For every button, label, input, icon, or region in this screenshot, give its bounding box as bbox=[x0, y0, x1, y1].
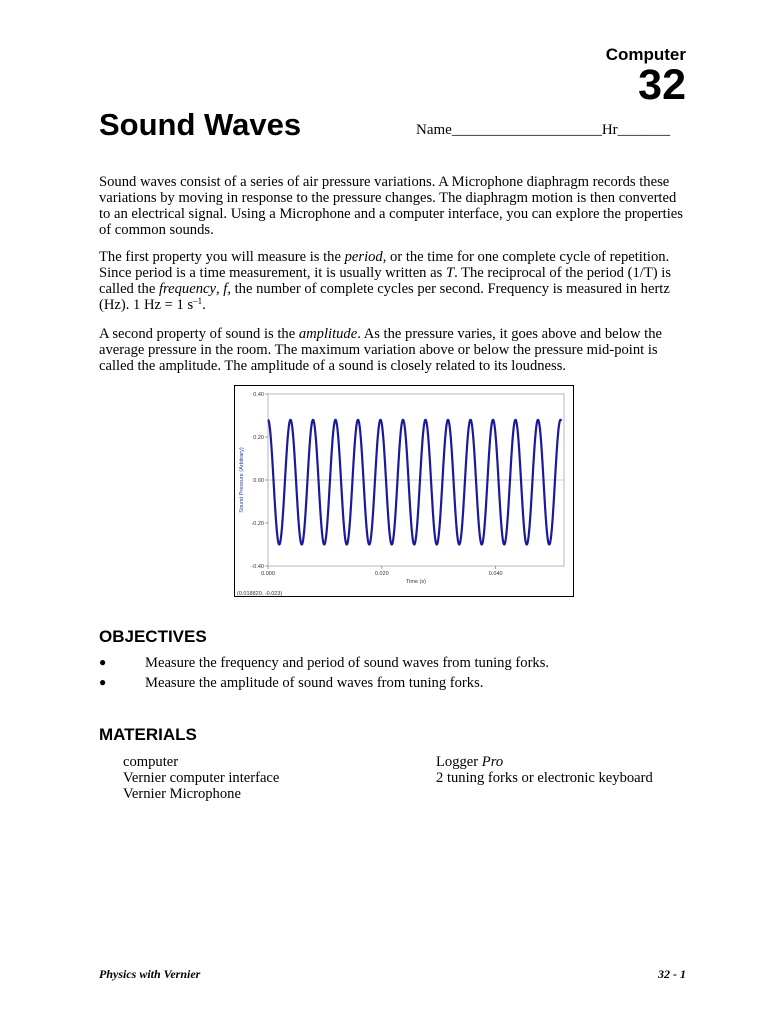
name-hour-line: Name____________________Hr_______ bbox=[416, 122, 671, 138]
y-tick-label: 0.00 bbox=[253, 478, 264, 484]
material-item: Vernier Microphone bbox=[123, 786, 241, 802]
y-axis-label: Sound Pressure (Arbitrary) bbox=[239, 447, 245, 513]
bullet-icon: ● bbox=[99, 675, 107, 689]
y-tick-label: 0.40 bbox=[253, 392, 264, 398]
x-tick-label: 0.040 bbox=[488, 571, 503, 577]
y-tick-label: -0.40 bbox=[251, 564, 264, 570]
sound-wave-chart bbox=[235, 386, 575, 598]
term-amplitude: amplitude bbox=[298, 326, 358, 342]
footer-book-title: Physics with Vernier bbox=[99, 967, 201, 981]
x-axis-label: Time (s) bbox=[406, 579, 426, 585]
footer-page-number: 32 - 1 bbox=[658, 967, 686, 981]
materials-heading: MATERIALS bbox=[99, 725, 197, 744]
material-item: computer bbox=[123, 754, 179, 770]
term-frequency: frequency bbox=[158, 281, 216, 297]
materials-left-column bbox=[123, 754, 279, 802]
x-tick-label: 0.000 bbox=[261, 571, 275, 577]
lab-number: 32 bbox=[638, 61, 686, 109]
term-f: f bbox=[223, 281, 228, 297]
coordinate-readout: (0.018820, -0.023) bbox=[237, 591, 283, 597]
sound-wave-series bbox=[268, 420, 561, 545]
materials-right-column bbox=[436, 754, 653, 786]
exponent: –1 bbox=[193, 296, 203, 306]
material-item: Logger Pro bbox=[436, 754, 504, 770]
page-title: Sound Waves bbox=[99, 107, 302, 142]
term-T: T bbox=[445, 265, 455, 281]
intro-paragraph-3: A second property of sound is the amplitude. As the pressure varies, it goes above and below the average pressure in the room. The maximum variation above or below the pressure mid-point is called the amplitude. The amplitude of a sound is closely related to its loudness. bbox=[99, 326, 662, 374]
term-period: period bbox=[344, 249, 383, 265]
y-tick-label: 0.20 bbox=[253, 435, 264, 441]
y-tick-label: -0.20 bbox=[251, 521, 264, 527]
intro-paragraph-2: The first property you will measure is the period, or the time for one complete cycle of repetition. Since period is a time measurement, it is usually written as T. The reciprocal of the period (1/T) is called the frequency, f, the number of complete cycles per second. Frequency is measured in hertz (Hz). 1 Hz = 1 $s^{-1}$. bbox=[99, 249, 671, 313]
x-tick-label: 0.020 bbox=[374, 571, 389, 577]
sound-wave-graph bbox=[234, 385, 574, 597]
objectives-heading: OBJECTIVES bbox=[99, 627, 207, 646]
bullet-icon: ● bbox=[99, 655, 107, 669]
lab-label: Computer bbox=[605, 45, 686, 64]
material-item: 2 tuning forks or electronic keyboard bbox=[436, 770, 653, 786]
intro-paragraph-1: Sound waves consist of a series of air pressure variations. A Microphone diaphragm records these variations by moving in response to the pressure changes. The diaphragm motion is then converted to an electrical signal. Using a Microphone and a computer interface, you can explore the properties of common sounds. bbox=[99, 174, 683, 238]
material-item: Vernier computer interface bbox=[123, 770, 280, 786]
